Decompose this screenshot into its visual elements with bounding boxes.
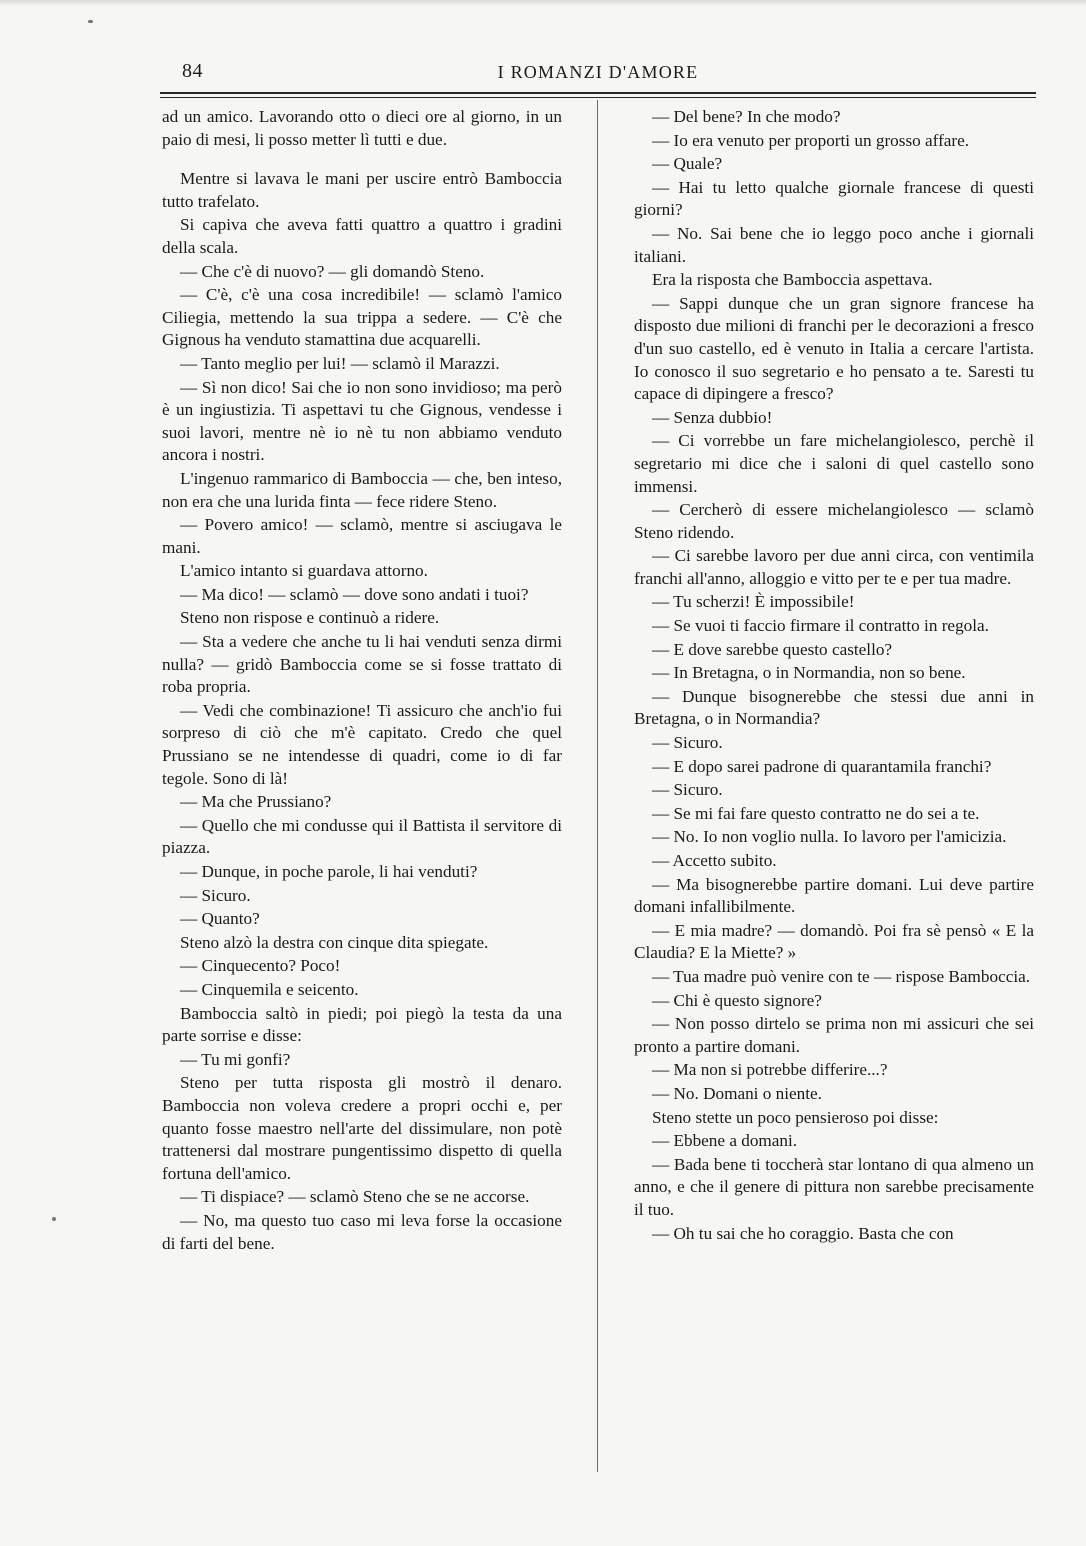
paragraph: Bamboccia saltò in piedi; poi piegò la testa da una parte sorrise e disse: (162, 1003, 562, 1046)
paragraph: — Bada bene ti toccherà star lontano di qua almeno un anno, e che il genere di pittura non sarebbe precisamente il tuo. (634, 1154, 1034, 1219)
scan-speck (88, 20, 93, 23)
header-rule-thin (160, 97, 1036, 98)
paragraph: — Hai tu letto qualche giornale francese di questi giorni? (634, 177, 1034, 220)
paragraph: — Ma bisognerebbe partire domani. Lui deve partire domani infallibilmente. (634, 874, 1034, 917)
paragraph: Era la risposta che Bamboccia aspettava. (652, 270, 933, 290)
paragraph: — Del bene? In che modo? (652, 107, 841, 126)
paragraph: — C'è, c'è una cosa incredibile! — sclamò l'amico Ciliegia, mettendo la sua trippa a sedere. — C'è che Gignous ha venduto stamattina due acquarelli. (162, 285, 562, 350)
paragraph: — Sicuro. (180, 885, 251, 905)
paragraph: ad un amico. Lavorando otto o dieci ore al giorno, in un paio di mesi, li posso metter lì tutti e due. (162, 107, 562, 149)
paragraph: Steno alzò la destra con cinque dita spiegate. (180, 932, 489, 952)
paragraph: — Tu mi gonfi? (180, 1049, 291, 1069)
paragraph: — Quale? (652, 154, 723, 174)
page-number: 84 (182, 60, 203, 82)
running-header (160, 58, 1036, 88)
paragraph: — Se vuoi ti faccio firmare il contratto in regola. (652, 616, 989, 636)
column-divider (597, 100, 598, 1472)
paragraph: — No. Sai bene che io leggo poco anche i giornali italiani. (634, 223, 1034, 266)
paragraph: — In Bretagna, o in Normandia, non so bene. (652, 663, 966, 683)
paragraph: — Vedi che combinazione! Ti assicuro che anch'io fui sorpreso di ciò che m'è capitato. Credo che quel Prussiano se ne intendesse di quadri, come io di far tegole. Sono di là! (162, 700, 562, 788)
paragraph: — Tu scherzi! È impossibile! (652, 592, 855, 612)
paragraph: — Quello che mi condusse qui il Battista il servitore di piazza. (162, 815, 562, 858)
left-text-column (162, 106, 562, 1256)
paragraph: — No. Io non voglio nulla. Io lavoro per l'amicizia. (652, 827, 1007, 847)
paragraph: — Senza dubbio! (652, 407, 773, 427)
paragraph: — No, ma questo tuo caso mi leva forse la occasione di farti del bene. (162, 1210, 562, 1253)
paragraph: — Sta a vedere che anche tu li hai venduti senza dirmi nulla? — gridò Bamboccia come se si fosse trattato di roba propria. (162, 632, 562, 697)
paragraph: — Ma non si potrebbe differire...? (652, 1060, 888, 1080)
paragraph: Steno non rispose e continuò a ridere. (180, 608, 440, 628)
paragraph: — Ebbene a domani. (652, 1131, 798, 1151)
paragraph: — Sì non dico! Sai che io non sono invidioso; ma però è un ingiustizia. Ti aspettavi tu che Gignous, vendesse i suoi lavori, mentre nè io nè tu non abbiamo venduto ancora i nostri. (162, 377, 562, 465)
scan-speck (52, 1217, 56, 1221)
paragraph: — Tua madre può venire con te — rispose Bamboccia. (652, 966, 1031, 986)
paragraph: — Tanto meglio per lui! — sclamò il Marazzi. (180, 353, 500, 373)
paragraph: — Cercherò di essere michelangiolesco — sclamò Steno ridendo. (634, 500, 1034, 542)
paragraph: Steno stette un poco pensieroso poi disse: (652, 1107, 939, 1127)
paragraph: — No. Domani o niente. (652, 1083, 822, 1103)
paragraph: — Ci sarebbe lavoro per due anni circa, con ventimila franchi all'anno, alloggio e vitto per te e per tua madre. (634, 546, 1034, 588)
paragraph: — Ci vorrebbe un fare michelangiolesco, perchè il segretario mi dice che i saloni di quel castello sono immensi. (634, 431, 1034, 496)
paragraph: — E dopo sarei padrone di quarantamila franchi? (652, 756, 992, 776)
paragraph: — Sicuro. (652, 780, 723, 800)
paragraph: — Ti dispiace? — sclamò Steno che se ne accorse. (180, 1187, 530, 1207)
right-text-column (634, 106, 1034, 1246)
paragraph: — Che c'è di nuovo? — gli domandò Steno. (180, 261, 485, 281)
paragraph: — Chi è questo signore? (652, 990, 822, 1010)
paragraph: — Cinquemila e seicento. (180, 979, 359, 999)
paragraph: L'amico intanto si guardava attorno. (180, 561, 428, 581)
paragraph: — Non posso dirtelo se prima non mi assicuri che sei pronto a partire domani. (634, 1014, 1034, 1056)
paragraph: — Sicuro. (652, 733, 723, 753)
paragraph: — Quanto? (180, 909, 260, 929)
paragraph: — Oh tu sai che ho coraggio. Basta che con (652, 1223, 954, 1243)
header-rule (160, 92, 1036, 94)
paragraph: — Sappi dunque che un gran signore francese ha disposto due milioni di franchi per le decorazioni a fresco d'un suo castello, ed è venuto in Italia a cercare l'artista. Io conosco il suo segretario e ho pensato a te. Saresti tu capace di dipingere a fresco? (634, 293, 1034, 404)
paragraph: — Ma che Prussiano? (180, 792, 332, 812)
paragraph: Mentre si lavava le mani per uscire entrò Bamboccia tutto trafelato. (162, 169, 562, 211)
paragraph: — Accetto subito. (652, 851, 777, 870)
paragraph: Si capiva che aveva fatti quattro a quattro i gradini della scala. (162, 215, 562, 257)
paragraph: — Se mi fai fare questo contratto ne do sei a te. (652, 803, 980, 823)
paragraph: L'ingenuo rammarico di Bamboccia — che, ben inteso, non era che una lurida finta — fece ridere Steno. (162, 468, 562, 511)
paragraph: — Ma dico! — sclamò — dove sono andati i tuoi? (180, 584, 529, 604)
paragraph: — E dove sarebbe questo castello? (652, 639, 893, 659)
paragraph: — Dunque bisognerebbe che stessi due anni in Bretagna, o in Normandia? (634, 686, 1034, 729)
page-top-edge (0, 0, 1086, 6)
paragraph: — E mia madre? — domandò. Poi fra sè pensò « E la Claudia? E la Miette? » (634, 920, 1034, 963)
paragraph: — Io era venuto per proporti un grosso affare. (652, 130, 970, 150)
running-title: I ROMANZI D'AMORE (497, 62, 699, 82)
paragraph: — Cinquecento? Poco! (180, 956, 341, 976)
paragraph: — Povero amico! — sclamò, mentre si asciugava le mani. (162, 515, 562, 557)
paragraph: Steno per tutta risposta gli mostrò il denaro. Bamboccia non voleva credere a propri occhi e, per quanto fosse maestro nell'arte del dissimulare, non potè trattenersi dal mostrare pungentissimo dispetto di quella fortuna dell'amico. (162, 1073, 562, 1183)
paragraph: — Dunque, in poche parole, li hai venduti? (180, 862, 478, 881)
